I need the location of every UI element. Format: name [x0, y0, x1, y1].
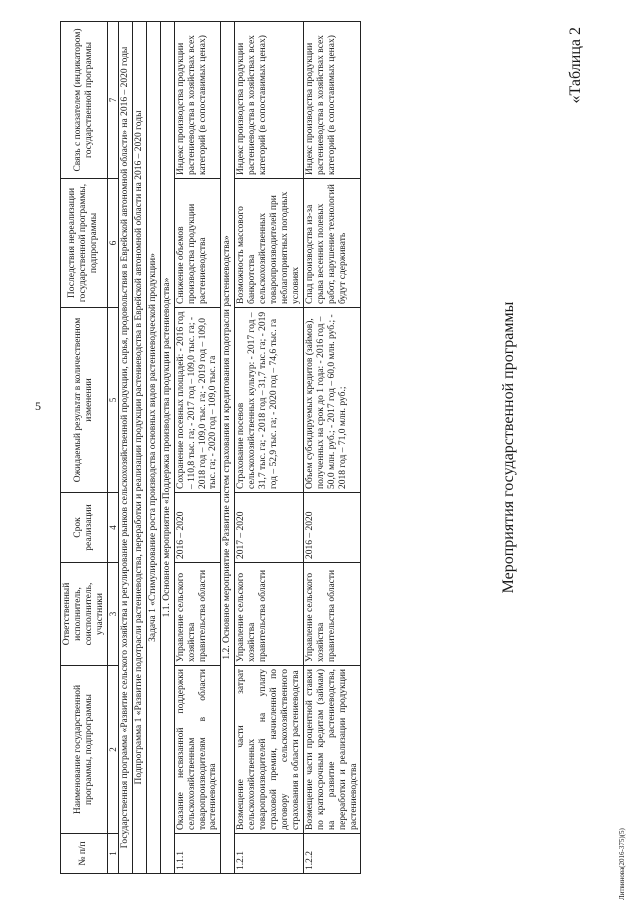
column-number: 1: [107, 834, 118, 874]
column-number: 3: [107, 563, 118, 666]
measure-title: 1.2. Основное мероприятие «Развитие систем страхования и кредитования подотрасли растениеводства»: [221, 22, 235, 874]
column-header-indicator: Связь с показателем (индикатором) государственной программы: [61, 22, 108, 179]
row-indicator: Индекс производства продукции растениеводства в хозяйствах всех категорий (в сопоставимых ценах): [174, 22, 221, 179]
header-row: [61, 22, 108, 874]
row-result: Страхование посевов сельскохозяйственных культур: - 2017 год – 31,7 тыс. га; - 2018 год – 31,7 тыс. га; - 2019 год – 52,9 тыс. га; - 2020 год – 74,6 тыс. га: [235, 308, 304, 493]
column-header-number: № п/п: [61, 834, 108, 874]
rotated-page-content: [0, 15, 610, 880]
row-result: Сохранение посевных площадей: - 2016 год – 110,8 тыс. га; - 2017 год – 109,0 тыс. га; - 2018 год – 109,0 тыс. га; - 2019 год – 109,0 тыс. га; - 2020 год – 109,0 тыс. га: [174, 308, 221, 493]
table-row: [174, 22, 221, 874]
column-number: 5: [107, 308, 118, 493]
measures-table: [60, 21, 361, 874]
program-title: Государственная программа «Развитие сельского хозяйства и регулирование рынков сельскохозяйственной продукции, сырья, продовольствия в Еврейской автономной области» на 2016 – 2020 годы: [119, 22, 133, 874]
table-label: «Таблица 2: [567, 27, 584, 104]
row-period: 2016 – 2020: [174, 493, 221, 563]
subprogram-title: Подпрограмма 1 «Развитие подотрасли растениеводства, переработки и реализации продукции растениеводства в Еврейской автономной области на 2016 – 2020 годы: [132, 22, 146, 874]
row-name: Возмещение части процентной ставки по краткосрочным кредитам (займам) на развитие растениеводства, переработки и реализации продукции растениеводства: [303, 666, 361, 834]
column-header-consequences: Последствия нереализации государственной программы, подпрограммы: [61, 179, 108, 308]
row-consequences: Спад производства из-за срыва весенних полевых работ, нарушение технологий будут сдерживать: [303, 179, 361, 308]
document-reference: Литвинова(2016-375)(5): [618, 828, 626, 900]
column-number: 4: [107, 493, 118, 563]
row-period: 2017 – 2020: [235, 493, 304, 563]
program-title-row: [119, 22, 133, 874]
row-name: Оказание несвязанной поддержки сельскохозяйственным товаропроизводителям в области растениеводства: [174, 666, 221, 834]
row-period: 2016 – 2020: [303, 493, 361, 563]
column-header-period: Срок реализации: [61, 493, 108, 563]
row-number: 1.1.1: [174, 834, 221, 874]
row-consequences: Возможность массового банкротства сельскохозяйственных товаропроизводителей при неблагоприятных погодных условиях: [235, 179, 304, 308]
row-name: Возмещение части затрат сельскохозяйственных товаропроизводителей на уплату страховой премии, начисленной по договору сельскохозяйственного страхования в области растениеводства: [235, 666, 304, 834]
column-number: 6: [107, 179, 118, 308]
measure-row: [160, 22, 174, 874]
row-result: Объем субсидируемых кредитов (займов), полученных на срок до 1 года: - 2016 год – 50,0 млн. руб.; - 2017 год – 60,0 млн. руб.; - 2018 год – 71,0 млн. руб.;: [303, 308, 361, 493]
column-number-row: [107, 22, 118, 874]
measure-title: 1.1. Основное мероприятие «Поддержка производства продукции растениеводства»: [160, 22, 174, 874]
row-indicator: Индекс производства продукции растениеводства в хозяйствах всех категорий (в сопоставимых ценах): [303, 22, 361, 179]
column-number: 7: [107, 22, 118, 179]
table-row: [235, 22, 304, 874]
column-header-executor: Ответственный исполнитель, соисполнитель, участники: [61, 563, 108, 666]
row-executor: Управление сельского хозяйства правительства области: [174, 563, 221, 666]
row-consequences: Снижение объемов производства продукции растениеводства: [174, 179, 221, 308]
row-number: 1.2.1: [235, 834, 304, 874]
page-heading: Мероприятия государственной программы: [500, 301, 517, 594]
subprogram-title-row: [132, 22, 146, 874]
task-title: Задача 1 «Стимулирование роста производства основных видов растениеводческой продукции»: [146, 22, 160, 874]
row-executor: Управление сельского хозяйства правительства области: [235, 563, 304, 666]
row-executor: Управление сельского хозяйства правительства области: [303, 563, 361, 666]
column-header-name: Наименование государственной программы, подпрограммы: [61, 666, 108, 834]
column-header-result: Ожидаемый результат в количественном изменении: [61, 308, 108, 493]
measure-row: [221, 22, 235, 874]
page-number: 5: [35, 399, 41, 413]
table-row: [303, 22, 361, 874]
column-number: 2: [107, 666, 118, 834]
row-number: 1.2.2: [303, 834, 361, 874]
row-indicator: Индекс производства продукции растениеводства в хозяйствах всех категорий (в сопоставимых ценах): [235, 22, 304, 179]
task-title-row: [146, 22, 160, 874]
